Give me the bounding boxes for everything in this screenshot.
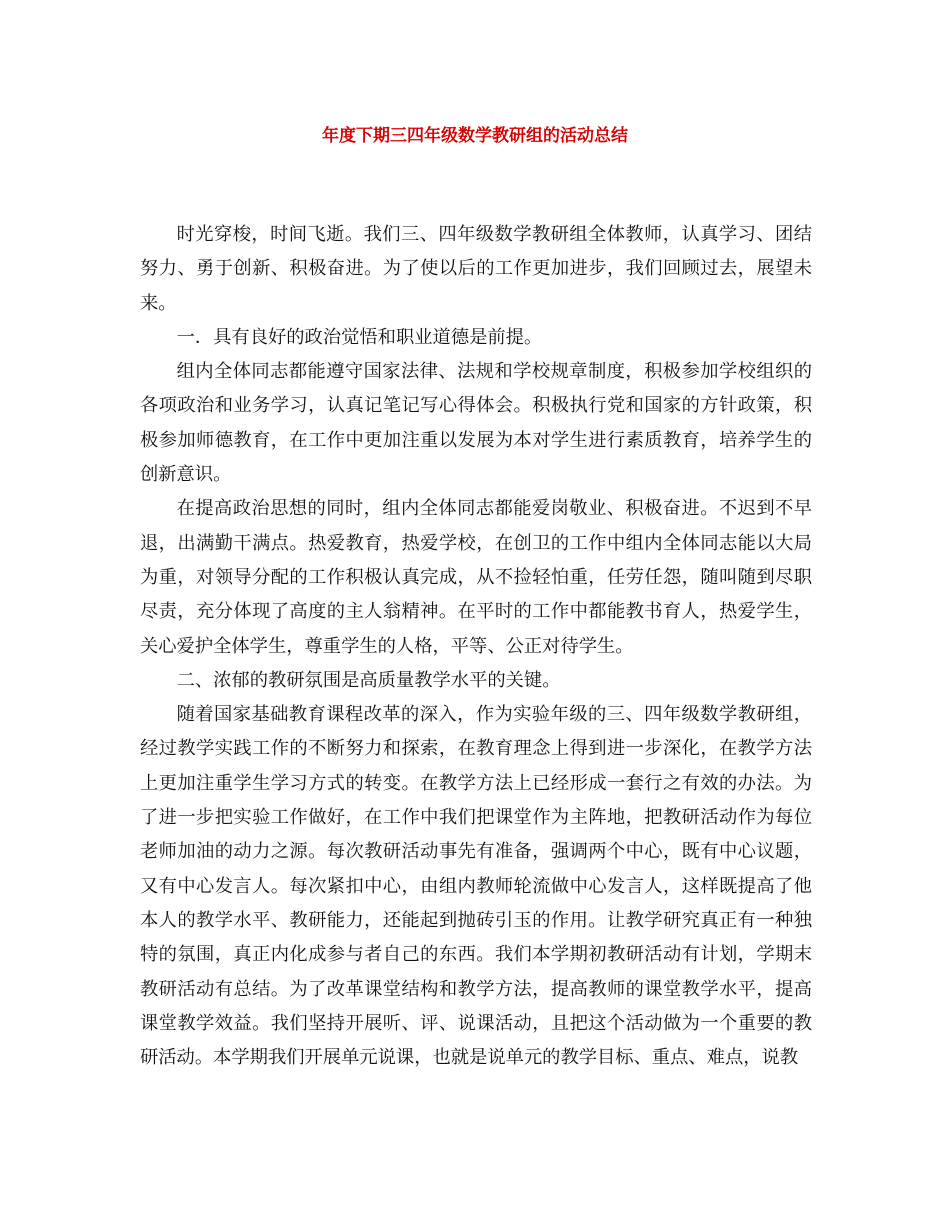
paragraph: 随着国家基础教育课程改革的深入，作为实验年级的三、四年级数学教研组，经过教学实践工作的不断努力和探索，在教育理念上得到进一步深化，在教学方法上更加注重学生学习方式的转变。在教学方法上已经形成一套行之有效的办法。为了进一步把实验工作做好，在工作中我们把课堂作为主阵地，把教研活动作为每位老师加油的动力之源。每次教研活动事先有准备，强调两个中心，既有中心议题，又有中心发言人。每次紧扣中心，由组内教师轮流做中心发言人，这样既提高了他本人的教学水平、教研能力，还能起到抛砖引玉的作用。让教学研究真正有一种独特的氛围，真正内化成参与者自己的东西。我们本学期初教研活动有计划，学期末教研活动有总结。为了改革课堂结构和教学方法，提高教师的课堂教学水平，提高课堂教学效益。我们坚持开展听、评、说课活动，且把这个活动做为一个重要的教研活动。本学期我们开展单元说课，也就是说单元的教学目标、重点、难点，说教 (140, 704, 812, 1069)
paragraph: 组内全体同志都能遵守国家法律、法规和学校规章制度，积极参加学校组织的各项政治和业务学习，认真记笔记写心得体会。积极执行党和国家的方针政策，积极参加师德教育，在工作中更加注重以发展为本对学生进行素质教育，培养学生的创新意识。 (140, 361, 812, 486)
section-heading-2: 二、浓郁的教研氛围是高质量教学水平的关键。 (176, 669, 561, 691)
section-heading-1: 一．具有良好的政治觉悟和职业道德是前提。 (176, 326, 543, 348)
document-body (140, 218, 812, 1075)
document-title: 年度下期三四年级数学教研组的活动总结 (322, 126, 628, 146)
paragraph: 在提高政治思想的同时，组内全体同志都能爱岗敬业、积极奋进。不迟到不早退，出满勤干满点。热爱教育，热爱学校，在创卫的工作中组内全体同志能以大局为重，对领导分配的工作积极认真完成，从不捡轻怕重，任劳任怨，随叫随到尽职尽责，充分体现了高度的主人翁精神。在平时的工作中都能教书育人，热爱学生，关心爱护全体学生，尊重学生的人格，平等、公正对待学生。 (140, 498, 812, 657)
paragraph-intro: 时光穿梭，时间飞逝。我们三、四年级数学教研组全体教师，认真学习、团结努力、勇于创新、积极奋进。为了使以后的工作更加进步，我们回顾过去，展望未来。 (140, 224, 812, 314)
